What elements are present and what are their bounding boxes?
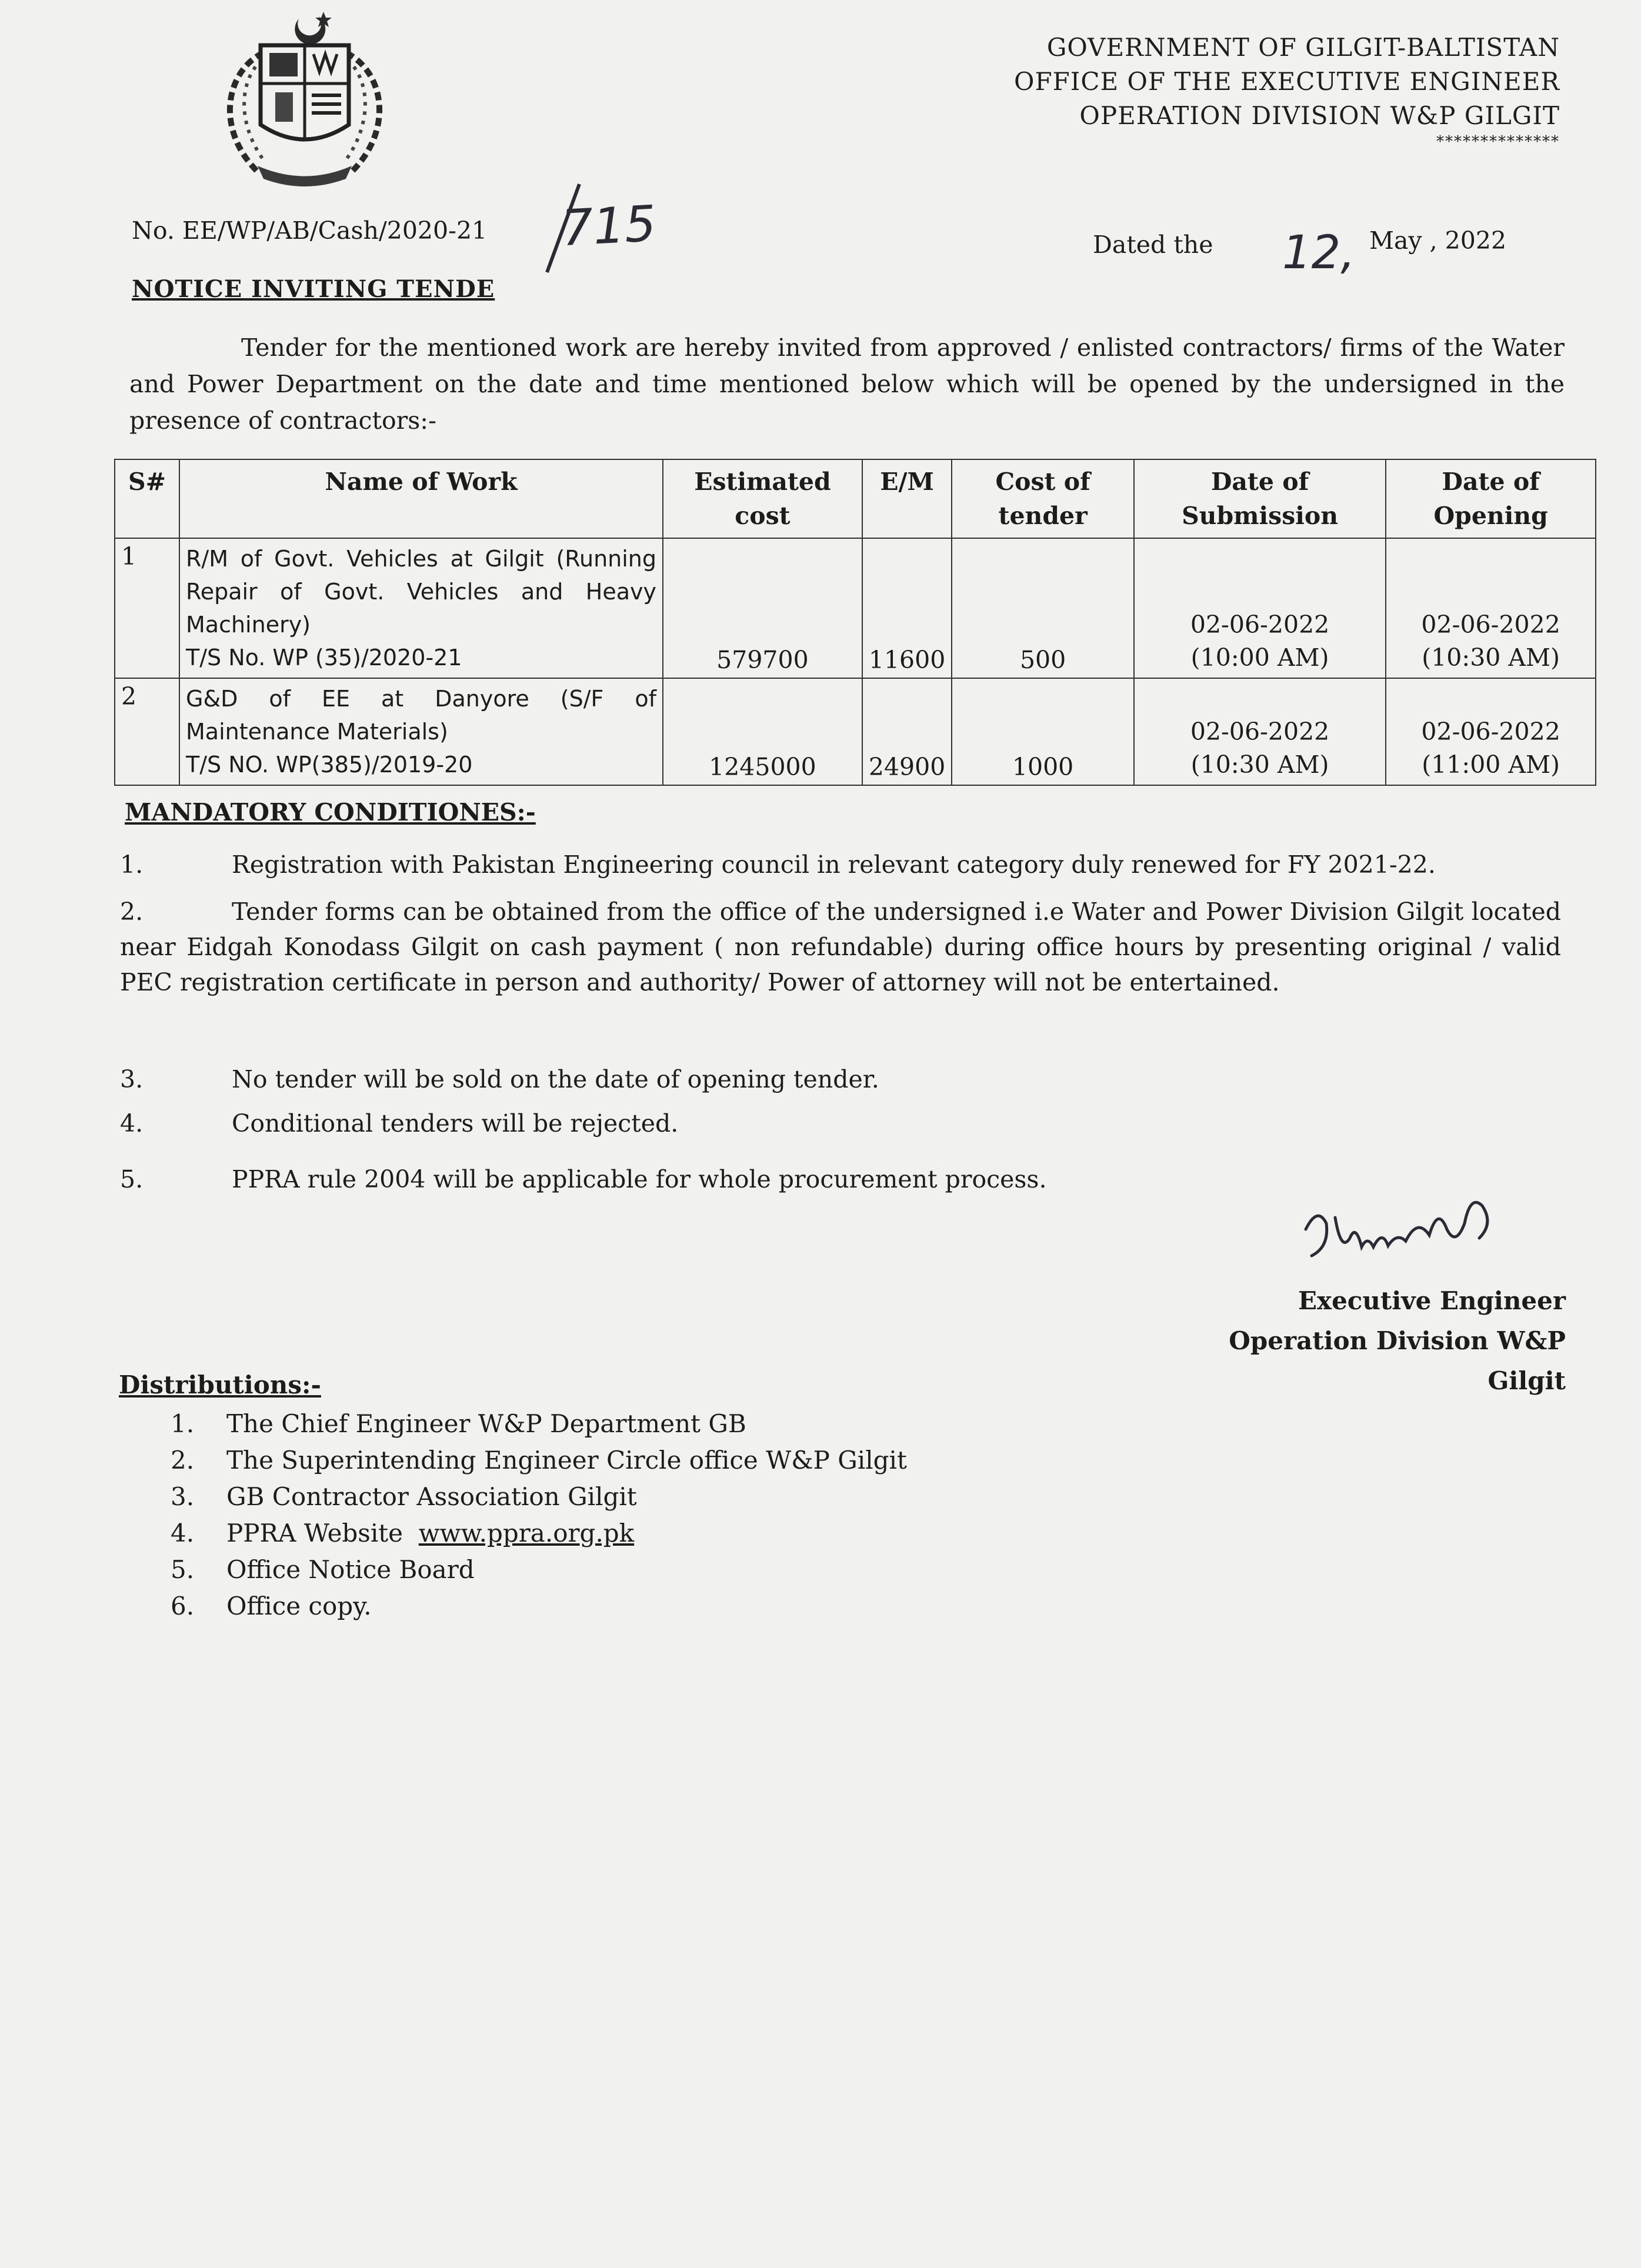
letterhead-office: OFFICE OF THE EXECUTIVE ENGINEER — [1014, 67, 1560, 96]
header-estimated-cost: Estimated cost — [663, 459, 862, 538]
row-opening — [1386, 538, 1596, 678]
list-item — [171, 1552, 907, 1588]
submission-date: 02-06-2022 — [1190, 718, 1330, 746]
condition-number: 1. — [120, 850, 144, 879]
distribution-number: 1. — [171, 1409, 195, 1438]
row-cost-of-tender: 1000 — [952, 678, 1134, 785]
distribution-number: 6. — [171, 1592, 195, 1620]
date-month-year: May , 2022 — [1369, 226, 1507, 255]
works-table — [114, 459, 1596, 786]
condition-item — [120, 1106, 1561, 1141]
condition-item — [120, 894, 1561, 1000]
row-em: 24900 — [862, 678, 952, 785]
submission-time: (10:30 AM) — [1190, 751, 1329, 779]
letterhead-stars: ************** — [1436, 133, 1560, 151]
row-estimated-cost: 1245000 — [663, 678, 862, 785]
work-name: R/M of Govt. Vehicles at Gilgit (Running Repair of Govt. Vehicles and Heavy Machinery) — [186, 546, 656, 638]
list-item — [171, 1442, 907, 1479]
reference-number-handwritten: 715 — [560, 194, 658, 258]
row-name-of-work — [179, 538, 663, 678]
header-date-of-opening: Date of Opening — [1386, 459, 1596, 538]
letterhead — [1014, 31, 1560, 151]
row-sn: 1 — [115, 538, 179, 678]
header-name-of-work: Name of Work — [179, 459, 663, 538]
condition-text: Conditional tenders will be rejected. — [232, 1109, 679, 1138]
signer-location: Gilgit — [1487, 1366, 1566, 1395]
ppra-website-link[interactable]: www.ppra.org.pk — [418, 1519, 635, 1547]
row-submission — [1134, 538, 1386, 678]
list-item — [171, 1515, 907, 1552]
distribution-list — [171, 1406, 907, 1625]
opening-time: (10:30 AM) — [1422, 643, 1560, 672]
row-em: 11600 — [862, 538, 952, 678]
row-opening — [1386, 678, 1596, 785]
submission-date: 02-06-2022 — [1190, 611, 1330, 639]
condition-number: 5. — [120, 1165, 144, 1193]
work-ts-no: T/S NO. WP(385)/2019-20 — [186, 752, 473, 778]
condition-number: 2. — [120, 898, 144, 926]
distribution-text: The Superintending Engineer Circle office W&P Gilgit — [226, 1446, 907, 1475]
distribution-text: The Chief Engineer W&P Department GB — [226, 1409, 746, 1438]
row-cost-of-tender: 500 — [952, 538, 1134, 678]
table-row — [115, 678, 1596, 785]
condition-item — [120, 847, 1561, 882]
distribution-text: PPRA Website — [226, 1519, 403, 1547]
condition-text: Tender forms can be obtained from the office of the undersigned i.e Water and Power Division Gilgit located near Eidgah Konodass Gilgit on cash payment ( non refundable) during office hours by presenting original / valid PEC registration certificate in person and authority/ Power of attorney will not be entertained. — [120, 898, 1561, 996]
distribution-number: 5. — [171, 1555, 195, 1584]
condition-text: No tender will be sold on the date of opening tender. — [232, 1065, 879, 1093]
opening-date: 02-06-2022 — [1421, 611, 1560, 639]
signature-icon — [1294, 1182, 1517, 1270]
distribution-number: 3. — [171, 1482, 195, 1511]
work-ts-no: T/S No. WP (35)/2020-21 — [186, 645, 462, 671]
table-row — [115, 538, 1596, 678]
distribution-text: GB Contractor Association Gilgit — [226, 1482, 637, 1511]
condition-number: 4. — [120, 1109, 144, 1138]
list-item — [171, 1479, 907, 1515]
distribution-number: 4. — [171, 1519, 195, 1547]
signer-division: Operation Division W&P — [1229, 1326, 1566, 1355]
opening-date: 02-06-2022 — [1421, 718, 1560, 746]
condition-text: Registration with Pakistan Engineering council in relevant category duly renewed for FY 2021-22. — [232, 850, 1436, 879]
distribution-text: Office Notice Board — [226, 1555, 475, 1584]
distribution-number: 2. — [171, 1446, 195, 1475]
date-day-handwritten: 12, — [1282, 226, 1356, 279]
header-em: E/M — [862, 459, 952, 538]
opening-time: (11:00 AM) — [1422, 751, 1560, 779]
signer-title: Executive Engineer — [1298, 1286, 1566, 1315]
condition-item — [120, 1062, 1561, 1097]
distribution-title: Distributions:- — [119, 1370, 321, 1399]
header-date-of-submission: Date of Submission — [1134, 459, 1386, 538]
condition-number: 3. — [120, 1065, 144, 1093]
letterhead-government: GOVERNMENT OF GILGIT-BALTISTAN — [1046, 33, 1560, 62]
date-label: Dated the — [1093, 231, 1213, 259]
row-sn: 2 — [115, 678, 179, 785]
conditions-title: MANDATORY CONDITIONES:- — [125, 798, 536, 826]
list-item — [171, 1588, 907, 1625]
row-submission — [1134, 678, 1386, 785]
reference-number: No. EE/WP/AB/Cash/2020-21 — [132, 216, 488, 245]
work-name: G&D of EE at Danyore (S/F of Maintenance Materials) — [186, 686, 656, 745]
signer-block — [1229, 1281, 1566, 1401]
row-estimated-cost: 579700 — [663, 538, 862, 678]
submission-time: (10:00 AM) — [1190, 643, 1329, 672]
intro-paragraph: Tender for the mentioned work are hereby invited from approved / enlisted contractors/ firms of the Water and Power Department on the date and time mentioned below which will be opened by the undersigned in the presence of contractors:- — [129, 333, 1565, 435]
list-item — [171, 1406, 907, 1442]
header-cost-of-tender: Cost of tender — [952, 459, 1134, 538]
government-emblem-icon — [187, 7, 405, 186]
header-sn: S# — [115, 459, 179, 538]
table-header-row — [115, 459, 1596, 538]
row-name-of-work — [179, 678, 663, 785]
letterhead-division: OPERATION DIVISION W&P GILGIT — [1079, 101, 1560, 130]
notice-title: NOTICE INVITING TENDE — [132, 275, 495, 303]
condition-text: PPRA rule 2004 will be applicable for whole procurement process. — [232, 1165, 1047, 1193]
distribution-text: Office copy. — [226, 1592, 372, 1620]
